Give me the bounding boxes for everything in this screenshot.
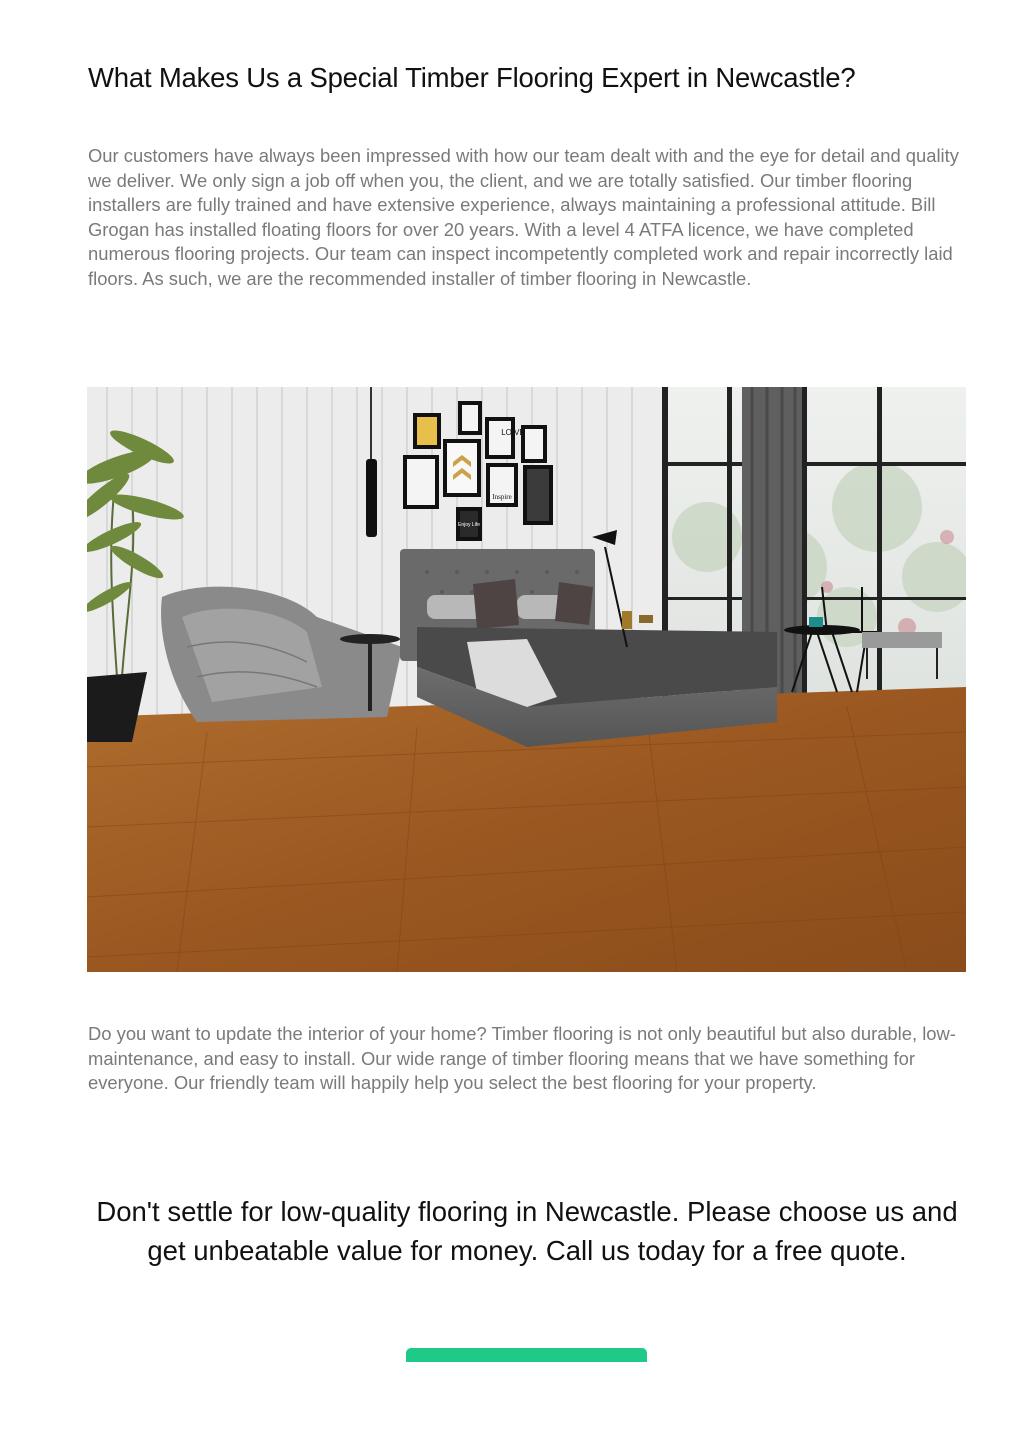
- call-to-action-heading: Don't settle for low-quality flooring in Newcastle. Please choose us and get unbeatable value for money. Call us today for a free quote.: [96, 1196, 958, 1266]
- frame-text-love: LO VE: [501, 428, 525, 437]
- frame-text-inspire: Inspire: [492, 493, 512, 501]
- pendant-light: [366, 459, 377, 537]
- update-interior-paragraph: Do you want to update the interior of your home? Timber flooring is not only beautiful but also durable, low-maintenance, and easy to install. Our wide range of timber flooring means that we have something for everyone. Our friendly team will happily help you select the best flooring for your property.: [88, 1023, 956, 1093]
- cushion: [473, 579, 519, 629]
- quote-button[interactable]: [406, 1348, 647, 1362]
- intro-paragraph: Our customers have always been impressed with how our team dealt with and the eye for detail and quality we deliver. We only sign a job off when you, the client, and we are totally satisfied. Our timber flooring installers are fully trained and have extensive experience, always maintaining a professional attitude. Bill Grogan has installed floating floors for over 20 years. With a level 4 ATFA licence, we have completed numerous flooring projects. Our team can inspect incompetently completed work and repair incorrectly laid floors. As such, we are the recommended installer of timber flooring in Newcastle.: [88, 145, 959, 289]
- section-heading: What Makes Us a Special Timber Flooring Expert in Newcastle?: [88, 62, 856, 93]
- bedroom-timber-floor-photo: [87, 387, 966, 972]
- frame-text-enjoy-life: Enjoy Life: [458, 522, 480, 528]
